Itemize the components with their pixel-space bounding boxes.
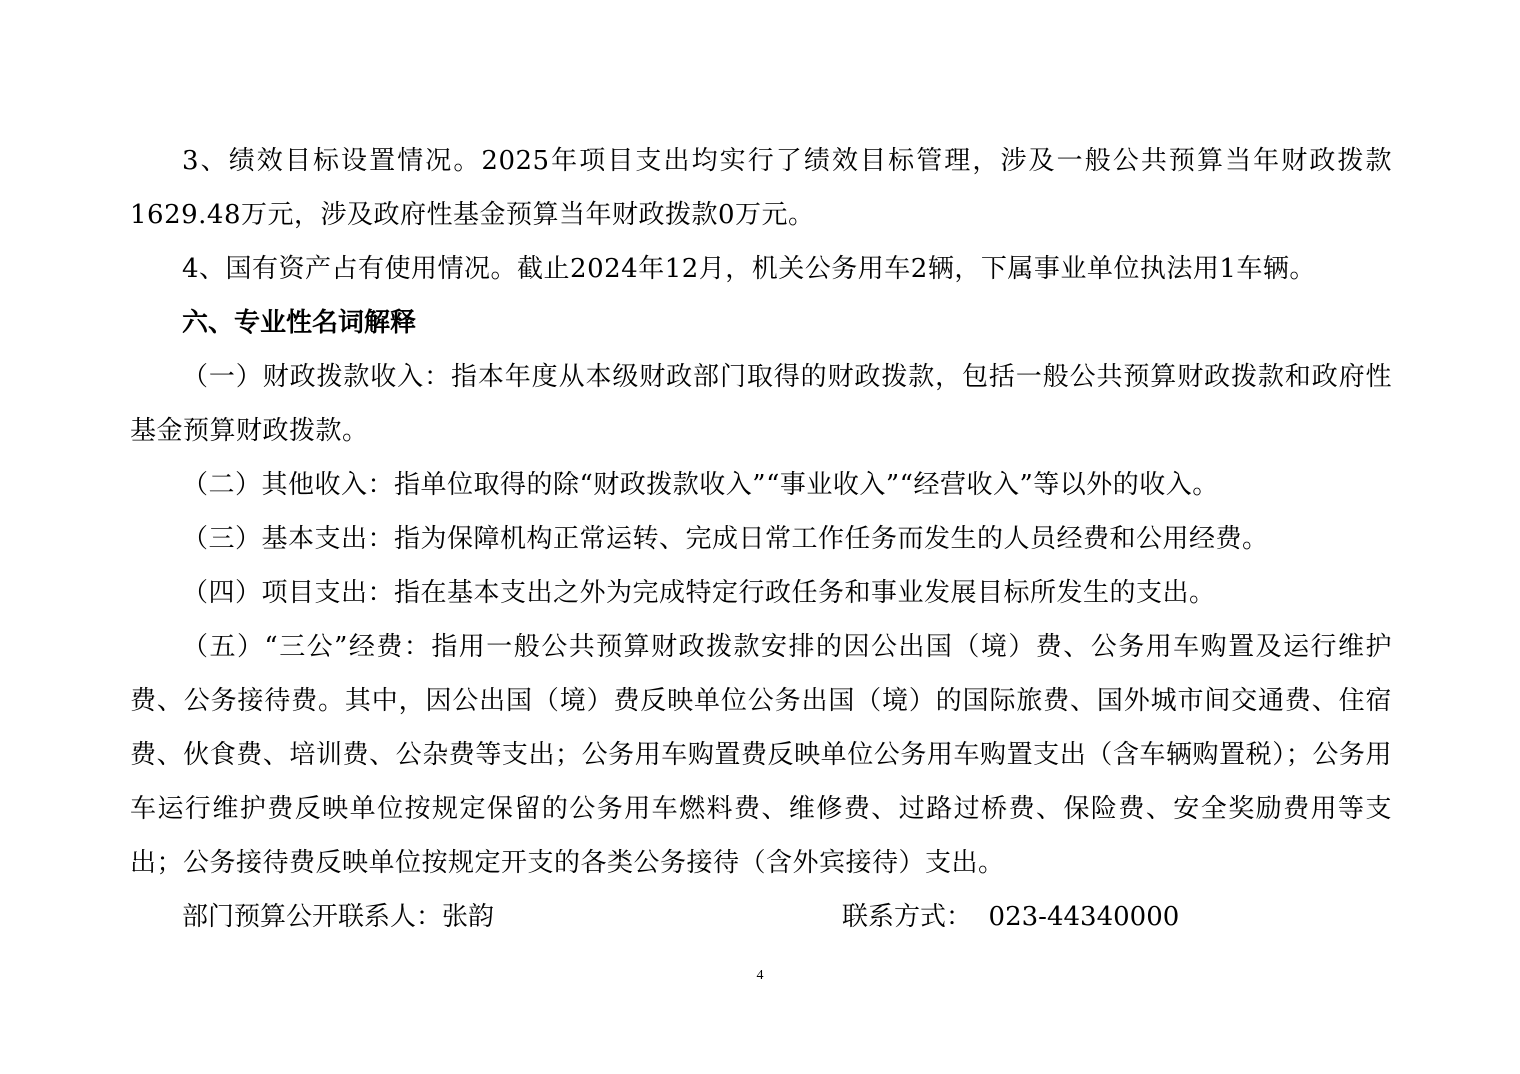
contact-method-label: 联系方式：	[842, 902, 973, 932]
document-body	[130, 134, 1392, 944]
definition-project-expenditure: （四）项目支出：指在基本支出之外为完成特定行政任务和事业发展目标所发生的支出。	[182, 578, 1216, 608]
state-assets-paragraph: 4、国有资产占有使用情况。截止2024年12月，机关公务用车2辆，下属事业单位执法用1车辆。	[182, 254, 1316, 284]
definition-three-public-expenses: （五）“三公”经费：指用一般公共预算财政拨款安排的因公出国（境）费、公务用车购置及运行维护费、公务接待费。其中，因公出国（境）费反映单位公务出国（境）的国际旅费、国外城市间交通费、住宿费、伙食费、培训费、公杂费等支出；公务用车购置费反映单位公务用车购置支出（含车辆购置税）；公务用车运行维护费反映单位按规定保留的公务用车燃料费、维修费、过路过桥费、保险费、安全奖励费用等支出；公务接待费反映单位按规定开支的各类公务接待（含外宾接待）支出。	[130, 632, 1392, 878]
contact-method	[842, 890, 1179, 944]
definition-basic-expenditure: （三）基本支出：指为保障机构正常运转、完成日常工作任务而发生的人员经费和公用经费。	[182, 524, 1269, 554]
contact-line	[130, 890, 1392, 944]
section-heading-terms: 六、专业性名词解释	[182, 308, 417, 338]
page-number: 4	[756, 968, 764, 983]
contact-person-label: 部门预算公开联系人：	[182, 902, 443, 932]
performance-target-paragraph: 3、绩效目标设置情况。2025年项目支出均实行了绩效目标管理，涉及一般公共预算当年财政拨款1629.48万元，涉及政府性基金预算当年财政拨款0万元。	[130, 146, 1392, 230]
contact-person-name: 张韵	[442, 902, 495, 932]
definition-other-income: （二）其他收入：指单位取得的除“财政拨款收入”“事业收入”“经营收入”等以外的收入。	[182, 470, 1219, 500]
definition-fiscal-appropriation: （一）财政拨款收入：指本年度从本级财政部门取得的财政拨款，包括一般公共预算财政拨款和政府性基金预算财政拨款。	[130, 362, 1392, 446]
contact-phone: 023-44340000	[988, 902, 1180, 932]
contact-person	[182, 890, 842, 944]
